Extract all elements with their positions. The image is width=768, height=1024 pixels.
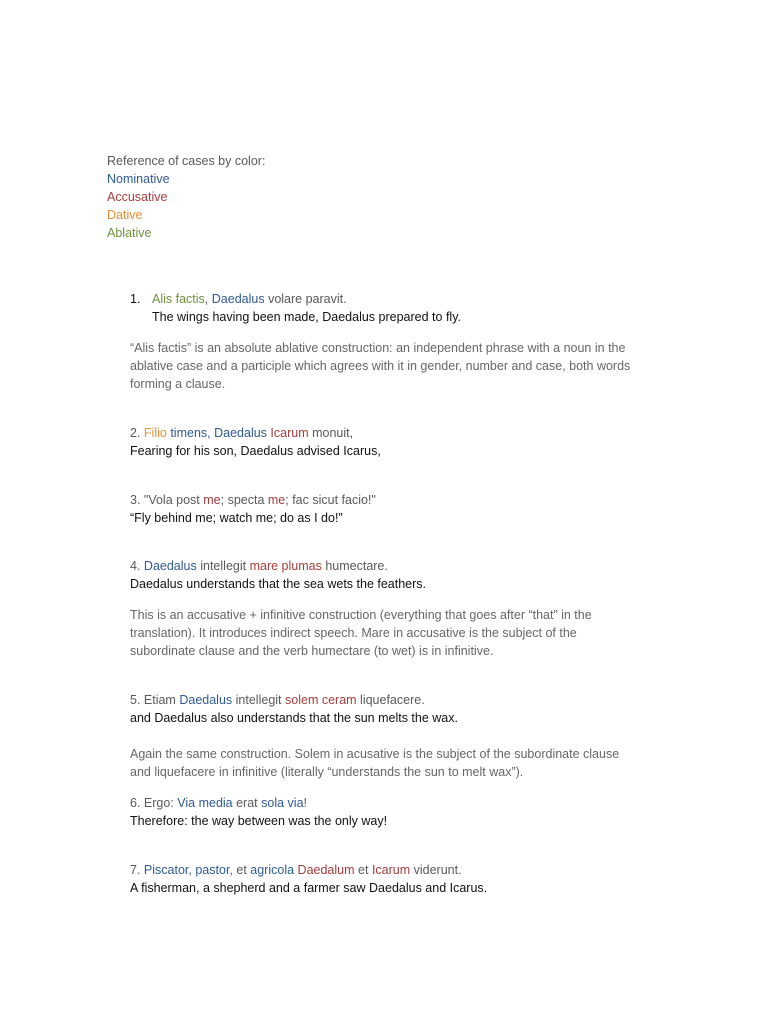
plain-word: liquefacere. (360, 693, 425, 707)
plain-word: monuit, (312, 426, 354, 440)
nominative-word: Daedalus (214, 426, 267, 440)
accusative-word: Icarum (371, 863, 411, 877)
plain-word: viderunt. (413, 863, 462, 877)
nominative-word: Via media (177, 796, 233, 810)
translation-line: The wings having been made, Daedalus prepared to fly. (152, 310, 461, 324)
plain-word: erat (236, 796, 258, 810)
plain-word: 3. "Vola post (130, 493, 200, 507)
plain-word: , et (229, 863, 247, 877)
plain-word: ; specta (220, 493, 265, 507)
grammar-note-line: and liquefacere in infinitive (literally “understands the sun to melt wax”). (130, 765, 524, 779)
latin-line (152, 290, 347, 308)
legend-ablative: Ablative (107, 226, 152, 240)
nominative-word: timens, (170, 426, 211, 440)
accusative-word: me (203, 493, 221, 507)
grammar-note-line: “Alis factis” is an absolute ablative construction: an independent phrase with a noun in the (130, 341, 626, 355)
accusative-word: Icarum (270, 426, 309, 440)
nominative-word: Daedalus (211, 292, 265, 306)
translation-line: Fearing for his son, Daedalus advised Icarus, (130, 444, 381, 458)
plain-word: intellegit (235, 693, 282, 707)
ablative-word: Alis factis (152, 292, 205, 306)
translation-line: and Daedalus also understands that the sun melts the wax. (130, 711, 458, 725)
translation-line: Therefore: the way between was the only way! (130, 814, 388, 828)
accusative-word: me (267, 493, 286, 507)
accusative-word: mare plumas (249, 559, 322, 573)
nominative-word: agricola (250, 863, 295, 877)
accusative-word: Daedalum (297, 863, 355, 877)
latin-line (130, 861, 462, 879)
nominative-word: Piscator (143, 863, 189, 877)
plain-word: , (188, 863, 192, 877)
latin-line (130, 794, 307, 812)
plain-word: volare paravit. (268, 292, 347, 306)
grammar-note-line: Again the same construction. Solem in acusative is the subject of the subordinate clause (130, 747, 620, 761)
grammar-note-line: translation). It introduces indirect speech. Mare in accusative is the subject of the (130, 626, 577, 640)
latin-line (130, 691, 425, 709)
translation-line: Daedalus understands that the sea wets the feathers. (130, 577, 427, 591)
latin-line (130, 424, 353, 442)
translation-line: “Fly behind me; watch me; do as I do!” (130, 511, 343, 525)
legend-accusative: Accusative (107, 190, 168, 204)
grammar-note-line: forming a clause. (130, 377, 226, 391)
plain-word: 4. (130, 559, 141, 573)
grammar-note-line: ablative case and a participle which agrees with it in gender, number and case, both words (130, 359, 631, 373)
nominative-word: Daedalus (179, 693, 233, 707)
grammar-note-line: This is an accusative + infinitive construction (everything that goes after “that” in the (130, 608, 592, 622)
grammar-note-line: subordinate clause and the verb humectare (to wet) is in infinitive. (130, 644, 494, 658)
plain-word: 5. Etiam (130, 693, 176, 707)
translation-line: A fisherman, a shepherd and a farmer saw Daedalus and Icarus. (130, 881, 488, 895)
legend-nominative: Nominative (107, 172, 170, 186)
latin-line (130, 491, 376, 509)
latin-line (130, 557, 388, 575)
plain-word: ! (303, 796, 308, 810)
plain-word: 2. (130, 426, 141, 440)
nominative-word: Daedalus (143, 559, 197, 573)
accusative-word: solem ceram (285, 693, 357, 707)
plain-word: ; fac sicut facio!" (285, 493, 376, 507)
plain-word: , (204, 292, 209, 306)
plain-word: et (358, 863, 369, 877)
legend-dative: Dative (107, 208, 143, 222)
plain-word: 7. (130, 863, 141, 877)
plain-word: intellegit (200, 559, 247, 573)
list-number: 1. (130, 292, 141, 306)
nominative-word: sola via (261, 796, 304, 810)
plain-word: humectare. (325, 559, 388, 573)
legend-title: Reference of cases by color: (107, 154, 266, 168)
plain-word: 6. Ergo: (130, 796, 174, 810)
dative-word: Filio (143, 426, 167, 440)
nominative-word: pastor (195, 863, 230, 877)
